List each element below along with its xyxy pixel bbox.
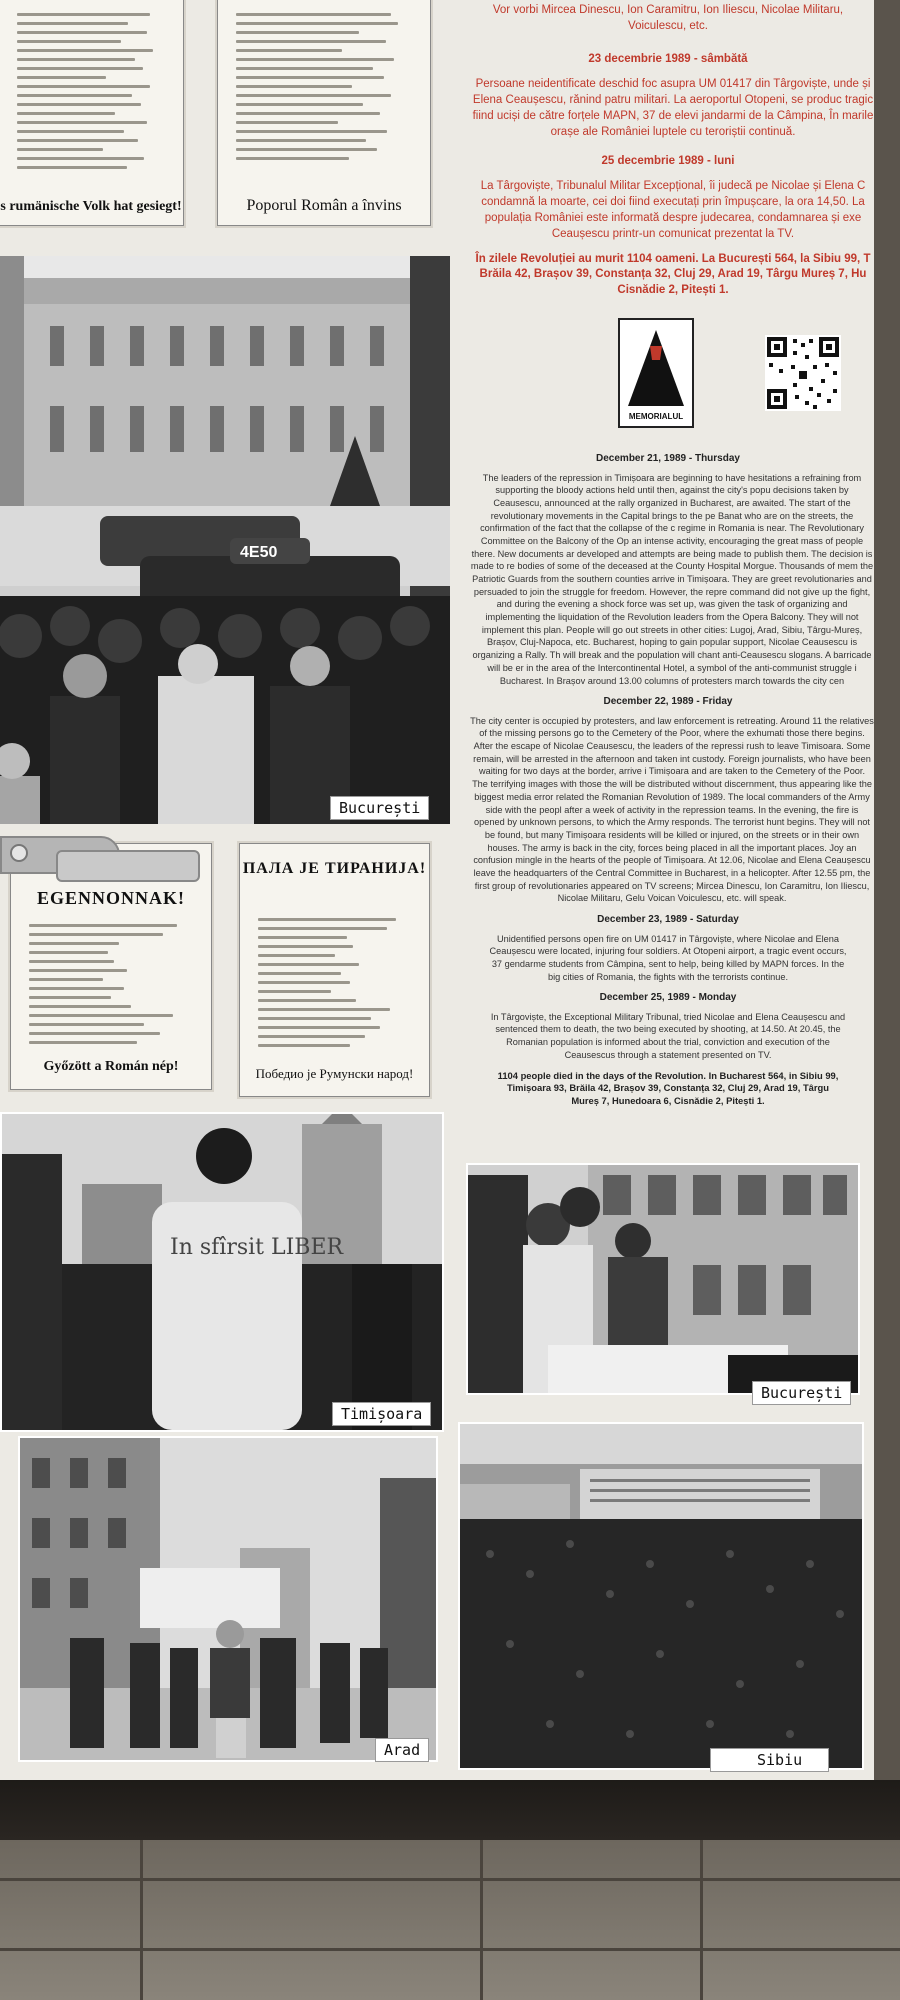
ro-summary: În zilele Revoluției au murit 1104 oameni. La București 564, la Sibiu 99, T Brăila 42, Brașov 39, Constanța 32, Cluj 29, Arad 19, Târgu Mureș 7, Hu Cisnădie 2, Pitești 1. bbox=[475, 252, 871, 296]
photo-label-arad: Arad bbox=[375, 1738, 429, 1762]
english-text-column bbox=[462, 444, 874, 1108]
ro-date-25: 25 decembrie 1989 - luni bbox=[601, 155, 735, 168]
poster-caption: Победио је Румунски народ! bbox=[255, 1066, 414, 1081]
tank-number: 4E50 bbox=[240, 544, 278, 561]
ro-paragraph-25: La Târgoviște, Tribunalul Militar Excepțional, îi judecă pe Nicolae și Elena C condamnă la moarte, cei doi fiind executați prin împușcare, la ora 14,50. La populația României este informată despre judecarea, condamnarea și exe Ceaușescu printr-un comunicat prezentat la TV. bbox=[480, 179, 866, 240]
panel-frame bbox=[874, 0, 900, 1840]
ro-date-23: 23 decembrie 1989 - sâmbătă bbox=[588, 53, 748, 66]
en-paragraph-23: Unidentified persons open fire on UM 01417 in Târgoviște, where Nicolae and Elena Ceaușescu were located, injuring four soldiers. At Otopeni airport, a tragic event occurs, 37 gendarme students from Câmpina, sent to help, being killed by MAPN forces. In the big cities of Romania, the fights with the terrorists continue. bbox=[489, 933, 847, 982]
ro-paragraph-23: Persoane neidentificate deschid foc asupra UM 01417 din Târgoviște, unde și Elena Ceaușescu, rănind patru militari. La aeroportul Otopeni, se produc tragic fiind uciși de către forțele MAPN, 37 de elevi jandarmi de la Câmpina, În marile orașe ale României luptele cu teroriștii continuă. bbox=[472, 77, 874, 138]
photo-label-sibiu: Sibiu bbox=[710, 1748, 829, 1772]
en-paragraph-22: The city center is occupied by protesters, and law enforcement is retreating. Around 11 the relatives of the missing persons go to the Cemetery of the Poor, where the exhumati those there begins. After the escape of Nicolae Ceausescu, the leaders of the repressi rush to leave Timisoara. Some remain, will be arrested in the afternoon and taken int custody. Foreign journalists, who have been waiting for two days at the border, arrive i Timișoara and are taken to the Cemetery of the Poor. The terrifying images with those the will be distributed without discernment, thus appearing like the biggest media error related the Romanian Revolution of 1989. The local commanders of the Army side with the peopl after a week of activity in the repression teams. In the evening, the fire is opened by unknown persons, to which the Army responds. The terrorist hunt begins. They will not be found, but many Timișoara residents will be killed or injured, on the streets or in their own houses. The army is back in the city, forces being placed in all the important places. Joy an confusion mingle in the hearts of the people of Timișoara. At 12.06, Nicolae and Elena Ceaușescu leave the headquarters of the Central Committee in Bucharest, in a helicopter. After 12.55 pm, the first group of revolutionaries appeared on TV screens; Mircea Dinescu, Ion Caramitru, Ion Iliescu, Nicolae Militaru, Gelu Voican Voiculescu, etc. will speak. bbox=[470, 715, 874, 904]
en-date-22: December 22, 1989 - Friday bbox=[603, 696, 733, 708]
en-date-21: December 21, 1989 - Thursday bbox=[596, 453, 740, 464]
photo-arad-march bbox=[18, 1436, 438, 1762]
en-summary: 1104 people died in the days of the Revolution. In Bucharest 564, in Sibiu 99, Timișoara 93, Brăila 42, Brașov 39, Constanța 32, Cluj 29, Arad 19, Târgu Mureș 7, Hunedoara 6, Cisnădie 2, Pitești 1. bbox=[497, 1069, 839, 1106]
en-date-25: December 25, 1989 - Monday bbox=[599, 992, 737, 1004]
photo-label-timisoara: Timișoara bbox=[332, 1402, 431, 1426]
poster-romanian bbox=[217, 0, 431, 226]
memorial-logo bbox=[618, 318, 694, 428]
logo-text: MEMORIALUL bbox=[628, 412, 684, 421]
text-column bbox=[462, 0, 874, 299]
ro-top-line-1: Vor vorbi Mircea Dinescu, Ion Caramitru, Ion Iliescu, Nicolae Militaru, bbox=[492, 4, 844, 16]
photo-timisoara-liber bbox=[0, 1112, 444, 1432]
en-paragraph-21: The leaders of the repression in Timișoara are beginning to have hesitations a refraining from supporting the bloody actions held until then, against the city's popu decisions taken by Ceausescu, announced at the rally organized in Bucharest, are awaited. The start of the revolutionary movements in the Capital brings to the pe Banat who are on the streets, the confirmation of the fact that the collapse of the c regime in Romania is near. The Revolutionary Committee on the Balcony of the Op an intense activity, encouraging the great mass of people there. New documents ar developed and attempts are being made to publish them. The decision is made to re bodies of some of the deceased at the County Hospital Morgue. Thousands of mem the Patriotic Guards from the southern counties arrive in Timișoara. They are greet revolutionaries and persuaded to join the struggle for freedom. However, the repre command did not give up the fight, and during the evening a shock force was set up, was given the task of organizing and implementing the liquidation of the Revolution leaders from the Opera Balcony. They will not implement this plan. People will go out streets in other cities: Lugoj, Arad, Sibiu, Târgu-Mureș, Brașov, Cluj-Napoca, etc. Bucharest, hoping to gain popular support, Nicolae Ceausescu is organizing a Rally. Th will break and the population will chant anti-Ceausescu slogans. A barricade will be er in the area of the Intercontinental Hotel, a symbol of the anti-communist struggle i Bucharest. In Brașov around 13.00 columns of protesters march towards the city cen bbox=[470, 472, 874, 686]
en-date-23: December 23, 1989 - Saturday bbox=[597, 914, 739, 925]
photo-bucharest-palace-tanks bbox=[0, 256, 450, 824]
photo-sibiu-crowd bbox=[458, 1422, 864, 1770]
poster-german bbox=[0, 0, 184, 226]
poster-caption: s rumänische Volk hat gesiegt! bbox=[0, 199, 182, 214]
poster-title: EGENNONNAK! bbox=[36, 888, 185, 908]
display-clip bbox=[0, 826, 200, 894]
banner-text: In sfîrsit LIBER bbox=[170, 1235, 344, 1260]
qr-code[interactable] bbox=[765, 335, 841, 411]
poster-caption: Győzött a Román nép! bbox=[43, 1059, 179, 1074]
en-paragraph-25: In Târgoviște, the Exceptional Military Tribunal, tried Nicolae and Elena Ceaușescu and sentenced them to death, the two being executed by shooting, at 14.50. At 20.45, the Romanian population is informed about the trial, conviction and execution of the Ceausescus through a statement presented on TV. bbox=[490, 1011, 846, 1060]
photo-label-bucuresti: București bbox=[330, 796, 429, 820]
poster-title: ПАЛА ЈЕ ТИРАНИЈА! bbox=[242, 860, 427, 877]
photo-bucharest-balcony bbox=[466, 1163, 860, 1395]
floor bbox=[0, 1780, 900, 2000]
photo-label-bucuresti-2: București bbox=[752, 1381, 851, 1405]
ro-top-line-2: Voiculescu, etc. bbox=[628, 20, 708, 33]
poster-serbian bbox=[239, 843, 430, 1097]
poster-caption: Poporul Român a învins bbox=[246, 197, 402, 214]
